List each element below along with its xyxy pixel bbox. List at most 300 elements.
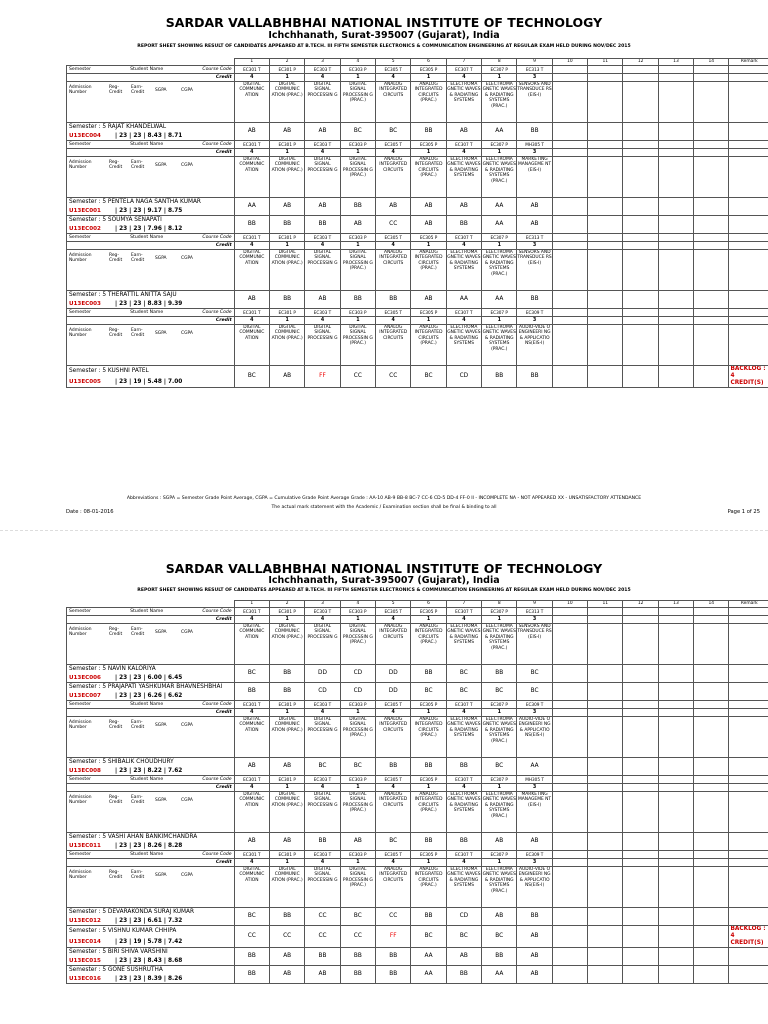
table-row bbox=[67, 242, 768, 250]
course-code: EC301 T bbox=[234, 851, 269, 859]
student-name: BIRI SHIVA VARSHINI bbox=[107, 949, 168, 955]
student-cgpa: 8.75 bbox=[168, 207, 183, 214]
empty-cell bbox=[623, 82, 658, 123]
grade-cell: AA bbox=[482, 291, 517, 309]
sgpa-label: SGPA bbox=[155, 723, 167, 728]
remark-cell bbox=[729, 216, 768, 234]
course-name: ELECTROMA GNETIC WAVES & RADIATING SYSTEMS bbox=[446, 717, 481, 758]
column-number: 7 bbox=[446, 601, 481, 608]
grade-cell: AB bbox=[340, 216, 375, 234]
student-name: GONE SUSHRUTHA bbox=[107, 967, 163, 973]
course-credit: 4 bbox=[234, 149, 269, 157]
table-row bbox=[67, 948, 768, 958]
student-name-label: Student Name bbox=[130, 852, 164, 857]
credit-label: Credit bbox=[215, 243, 232, 248]
course-code: EC303 P bbox=[340, 309, 375, 317]
empty-cell bbox=[694, 908, 729, 926]
course-credit: 4 bbox=[305, 616, 340, 624]
empty-cell bbox=[658, 123, 693, 141]
empty-cell bbox=[658, 908, 693, 926]
page-number: Page 1 of 25 bbox=[727, 509, 760, 515]
cgpa-label: CGPA bbox=[181, 163, 193, 168]
binding-note: The actual mark statement with the Academic / Examination section shall be final & binding to all bbox=[271, 505, 497, 510]
earn-label: Earn- bbox=[131, 253, 143, 258]
empty-cell bbox=[694, 82, 729, 123]
empty-cell bbox=[552, 784, 587, 792]
number-label: Number bbox=[69, 632, 87, 638]
grade-cell: BB bbox=[446, 833, 481, 851]
course-name: ELECTROMA GNETIC WAVES & RADIATING SYSTEMS bbox=[446, 624, 481, 665]
course-name: ANALOG INTEGRATED CIRCUITS bbox=[376, 250, 411, 291]
course-code: EC303 T bbox=[305, 309, 340, 317]
course-code: EC305 T bbox=[376, 234, 411, 242]
empty-cell bbox=[694, 291, 729, 309]
empty-cell bbox=[588, 758, 623, 776]
earn-credit-label: Credit bbox=[131, 800, 145, 806]
grade-cell: BC bbox=[234, 665, 269, 683]
grade-cell: BB bbox=[270, 665, 305, 683]
course-code: EC307 T bbox=[446, 141, 481, 149]
admission-label: Admission bbox=[69, 253, 92, 258]
student-reg: 23 bbox=[119, 842, 128, 849]
course-name: DIGITAL COMMUNIC ATION bbox=[234, 867, 269, 908]
course-credit: 4 bbox=[376, 74, 411, 82]
empty-cell bbox=[552, 948, 587, 966]
column-number: 8 bbox=[482, 59, 517, 66]
grade-cell: AA bbox=[411, 966, 446, 984]
course-code: EC305 P bbox=[411, 66, 446, 74]
course-code: EC307 P bbox=[482, 851, 517, 859]
semester-number: 5 bbox=[102, 217, 107, 223]
reg-label: Reg- bbox=[109, 253, 119, 258]
course-code: EC303 P bbox=[340, 608, 375, 616]
course-credit: 1 bbox=[411, 242, 446, 250]
empty-cell bbox=[552, 867, 587, 908]
grade-cell: AB bbox=[305, 966, 340, 984]
student-semester-cell bbox=[67, 216, 235, 226]
number-label: Number bbox=[69, 725, 87, 731]
grade-cell: CC bbox=[270, 926, 305, 948]
institute-title: SARDAR VALLABHBHAI NATIONAL INSTITUTE OF TECHNOLOGY bbox=[165, 561, 603, 576]
reg-credit-label: Credit bbox=[109, 90, 123, 96]
table-row bbox=[67, 665, 768, 675]
grade-cell: AB bbox=[270, 366, 305, 388]
header-label-cell bbox=[67, 608, 235, 616]
reg-credit-label: Credit bbox=[109, 333, 123, 339]
grade-cell: AB bbox=[305, 198, 340, 216]
course-credit: 4 bbox=[234, 616, 269, 624]
course-code: EC305 T bbox=[376, 701, 411, 709]
grade-cell: AB bbox=[305, 291, 340, 309]
empty-cell bbox=[552, 683, 587, 701]
course-credit: 4 bbox=[376, 784, 411, 792]
course-credit: 1 bbox=[482, 616, 517, 624]
course-code-label: Course Code bbox=[202, 67, 232, 72]
grade-cell: BB bbox=[517, 123, 552, 141]
empty-cell bbox=[588, 234, 623, 242]
semester-number: 5 bbox=[102, 199, 107, 205]
course-credit: 1 bbox=[411, 74, 446, 82]
semester-label: Semester bbox=[69, 235, 91, 240]
grade-cell: BB bbox=[411, 123, 446, 141]
course-credit: 4 bbox=[305, 242, 340, 250]
empty-cell bbox=[552, 309, 587, 317]
header-label-cell bbox=[67, 851, 235, 859]
student-semester-cell bbox=[67, 198, 235, 208]
earn-credit-label: Credit bbox=[131, 165, 145, 171]
grade-cell: CD bbox=[446, 366, 481, 388]
student-cgpa: 8.12 bbox=[168, 225, 183, 232]
grade-cell: AB bbox=[517, 216, 552, 234]
table-row bbox=[67, 123, 768, 133]
student-reg: 23 bbox=[119, 692, 128, 699]
course-name: MARKETING MANAGEME NT (EIS-I) bbox=[517, 792, 552, 833]
course-code: EC305 P bbox=[411, 309, 446, 317]
number-label: Number bbox=[69, 165, 87, 171]
report-title: REPORT SHEET SHOWING RESULT OF CANDIDATES APPEARED AT B.TECH. III FIFTH SEMESTER ELECTRONICS & COMMUNICATION ENGINEERING AT REGULAR EXAM HELD DURING NOV/DEC 2015 bbox=[137, 588, 631, 593]
student-earn: 23 bbox=[133, 692, 142, 699]
course-name: ELECTROMA GNETIC WAVES & RADIATING SYSTEMS bbox=[446, 82, 481, 123]
empty-cell bbox=[694, 157, 729, 198]
semester-label: Semester bbox=[69, 777, 91, 782]
student-name-label: Student Name bbox=[130, 310, 164, 315]
grade-cell: AA bbox=[482, 123, 517, 141]
empty-cell bbox=[729, 82, 768, 123]
header-label-cell bbox=[67, 141, 235, 149]
empty-cell bbox=[623, 948, 658, 966]
column-number: 5 bbox=[376, 59, 411, 66]
course-credit: 1 bbox=[411, 784, 446, 792]
grade-cell: BB bbox=[234, 683, 269, 701]
course-code: EC313 T bbox=[517, 66, 552, 74]
grade-cell: AB bbox=[446, 198, 481, 216]
credit-label-cell bbox=[67, 74, 235, 82]
empty-cell bbox=[623, 74, 658, 82]
empty-cell bbox=[588, 366, 623, 388]
cgpa-label: CGPA bbox=[181, 256, 193, 261]
student-cgpa: 7.00 bbox=[168, 378, 183, 385]
cgpa-label: CGPA bbox=[181, 630, 193, 635]
grade-cell: AB bbox=[482, 908, 517, 926]
table-row bbox=[67, 82, 768, 123]
grade-cell: CD bbox=[446, 908, 481, 926]
grade-cell: BC bbox=[446, 665, 481, 683]
empty-cell bbox=[588, 859, 623, 867]
grade-cell: AA bbox=[234, 198, 269, 216]
grade-cell: BC bbox=[340, 758, 375, 776]
empty-cell bbox=[658, 859, 693, 867]
credit-label-cell bbox=[67, 784, 235, 792]
student-sgpa: 7.96 bbox=[147, 225, 162, 232]
semester-prefix: Semester : bbox=[69, 124, 101, 130]
column-number: 3 bbox=[305, 601, 340, 608]
grade-cell: DD bbox=[305, 665, 340, 683]
empty-cell bbox=[694, 784, 729, 792]
semester-number: 5 bbox=[102, 967, 107, 973]
grade-cell: BB bbox=[376, 758, 411, 776]
empty-cell bbox=[552, 709, 587, 717]
course-code: EC303 T bbox=[305, 141, 340, 149]
student-earn: 23 bbox=[133, 225, 142, 232]
grade-cell: AB bbox=[234, 833, 269, 851]
table-row bbox=[67, 250, 768, 291]
remark-cell bbox=[729, 683, 768, 701]
course-name: DIGITAL COMMUNIC ATION (PRAC.) bbox=[270, 792, 305, 833]
empty-cell bbox=[729, 250, 768, 291]
credit-label-cell bbox=[67, 242, 235, 250]
course-credit: 4 bbox=[446, 149, 481, 157]
grade-cell: BC bbox=[340, 908, 375, 926]
course-credit: 4 bbox=[305, 709, 340, 717]
course-code: EC307 P bbox=[482, 66, 517, 74]
course-credit: 1 bbox=[482, 74, 517, 82]
institute-address: Ichchhanath, Surat-395007 (Gujarat), India bbox=[268, 575, 500, 586]
empty-cell bbox=[694, 234, 729, 242]
course-credit: 4 bbox=[446, 242, 481, 250]
empty-cell bbox=[658, 141, 693, 149]
empty-cell bbox=[694, 216, 729, 234]
course-name: DIGITAL SIGNAL PROCESSIN G (PRAC.) bbox=[340, 250, 375, 291]
credit-label: Credit bbox=[215, 710, 232, 715]
reg-credit-label: Credit bbox=[109, 725, 123, 731]
empty-cell bbox=[658, 82, 693, 123]
empty-cell bbox=[552, 776, 587, 784]
credit-label: Credit bbox=[215, 785, 232, 790]
course-code: EC309 T bbox=[517, 309, 552, 317]
grade-cell: AB bbox=[411, 291, 446, 309]
student-earn: 23 bbox=[133, 957, 142, 964]
course-code: EC303 P bbox=[340, 851, 375, 859]
empty-cell bbox=[694, 325, 729, 366]
course-credit: 1 bbox=[411, 859, 446, 867]
remark-cell: BACKLOG : 4 CREDIT(S) bbox=[729, 366, 768, 388]
empty-cell bbox=[694, 74, 729, 82]
course-code: EC307 P bbox=[482, 309, 517, 317]
empty-cell bbox=[588, 683, 623, 701]
empty-cell bbox=[552, 851, 587, 859]
student-name-label: Student Name bbox=[130, 609, 164, 614]
course-code: EC307 P bbox=[482, 608, 517, 616]
empty-cell bbox=[552, 82, 587, 123]
empty-cell bbox=[552, 624, 587, 665]
course-name: ELECTROMA GNETIC WAVES & RADIATING SYSTEMS bbox=[446, 792, 481, 833]
empty-cell bbox=[588, 792, 623, 833]
table-row bbox=[67, 776, 768, 784]
grade-cell: AB bbox=[270, 198, 305, 216]
admission-label: Admission bbox=[69, 627, 92, 632]
student-semester-cell bbox=[67, 758, 235, 768]
student-sgpa: 8.26 bbox=[147, 842, 162, 849]
course-code: EC303 P bbox=[340, 701, 375, 709]
empty-cell bbox=[658, 74, 693, 82]
cgpa-label: CGPA bbox=[181, 723, 193, 728]
credit-label-cell bbox=[67, 616, 235, 624]
empty-cell bbox=[588, 717, 623, 758]
empty-cell bbox=[623, 123, 658, 141]
student-name-label: Student Name bbox=[130, 142, 164, 147]
grade-cell: AA bbox=[482, 966, 517, 984]
student-cgpa: 8.68 bbox=[168, 957, 183, 964]
grade-cell: BC bbox=[482, 926, 517, 948]
grade-cell: AB bbox=[270, 833, 305, 851]
empty-cell bbox=[694, 758, 729, 776]
table-row bbox=[67, 59, 768, 66]
course-name: AUDIO-VIDE O ENGINEERI NG & APPLICATIO NS(EIS-I) bbox=[517, 325, 552, 366]
column-number: 1 bbox=[234, 601, 269, 608]
course-code: EC303 P bbox=[340, 141, 375, 149]
earn-credit-label: Credit bbox=[131, 90, 145, 96]
grade-cell: BC bbox=[446, 926, 481, 948]
course-name: DIGITAL COMMUNIC ATION bbox=[234, 792, 269, 833]
empty-cell bbox=[658, 608, 693, 616]
student-reg: 23 bbox=[119, 938, 128, 945]
legend-cell bbox=[67, 82, 235, 123]
table-row bbox=[67, 833, 768, 843]
table-row bbox=[67, 198, 768, 208]
grade-cell: BB bbox=[340, 948, 375, 966]
course-name: DIGITAL SIGNAL PROCESSIN G bbox=[305, 624, 340, 665]
course-name: DIGITAL COMMUNIC ATION (PRAC.) bbox=[270, 157, 305, 198]
credit-label-cell bbox=[67, 149, 235, 157]
student-semester-cell bbox=[67, 926, 235, 938]
course-name: DIGITAL COMMUNIC ATION (PRAC.) bbox=[270, 82, 305, 123]
grade-cell: BB bbox=[270, 908, 305, 926]
table-row bbox=[67, 608, 768, 616]
semester-label: Semester bbox=[69, 609, 91, 614]
semester-prefix: Semester : bbox=[69, 909, 101, 915]
grade-cell: BB bbox=[270, 291, 305, 309]
empty-cell bbox=[623, 291, 658, 309]
course-name: DIGITAL SIGNAL PROCESSIN G bbox=[305, 717, 340, 758]
student-cgpa: 7.42 bbox=[168, 938, 183, 945]
grade-cell: BC bbox=[446, 683, 481, 701]
course-code: EC303 T bbox=[305, 776, 340, 784]
grade-cell: BB bbox=[446, 216, 481, 234]
header-label-cell bbox=[67, 776, 235, 784]
admission-number: U13EC001 bbox=[69, 207, 101, 214]
course-credit: 4 bbox=[234, 74, 269, 82]
table-row bbox=[67, 851, 768, 859]
report-date: Date : 08-01-2016 bbox=[66, 509, 114, 515]
empty-cell bbox=[658, 624, 693, 665]
sgpa-label: SGPA bbox=[155, 88, 167, 93]
table-row bbox=[67, 624, 768, 665]
table-row bbox=[67, 792, 768, 833]
grade-cell: AB bbox=[305, 123, 340, 141]
semester-prefix: Semester : bbox=[69, 368, 101, 375]
empty-cell bbox=[552, 608, 587, 616]
table-row bbox=[67, 216, 768, 226]
student-cgpa: 8.26 bbox=[168, 975, 183, 982]
course-name: DIGITAL COMMUNIC ATION (PRAC.) bbox=[270, 250, 305, 291]
earn-credit-label: Credit bbox=[131, 333, 145, 339]
course-code: MH305 T bbox=[517, 141, 552, 149]
semester-prefix: Semester : bbox=[69, 217, 101, 223]
course-credit: 4 bbox=[234, 317, 269, 325]
credit-label: Credit bbox=[215, 75, 232, 80]
empty-cell bbox=[623, 317, 658, 325]
empty-cell bbox=[658, 683, 693, 701]
column-number: 2 bbox=[270, 601, 305, 608]
earn-label: Earn- bbox=[131, 85, 143, 90]
grade-cell: BC bbox=[517, 665, 552, 683]
grade-cell: BB bbox=[234, 966, 269, 984]
result-table bbox=[66, 600, 768, 984]
empty-cell bbox=[552, 123, 587, 141]
grade-cell: BC bbox=[411, 683, 446, 701]
admission-number: U13EC003 bbox=[69, 300, 101, 307]
course-credit: 4 bbox=[376, 709, 411, 717]
course-credit: 4 bbox=[446, 709, 481, 717]
grade-cell: BB bbox=[340, 966, 375, 984]
grade-cell: BB bbox=[340, 291, 375, 309]
student-earn: 23 bbox=[133, 975, 142, 982]
student-result-cell: U13EC007 | 23 | 23 | 6.26 | 6.62 bbox=[67, 692, 235, 701]
course-name: ANALOG INTEGRATED CIRCUITS bbox=[376, 717, 411, 758]
empty-cell bbox=[658, 216, 693, 234]
course-credit: 1 bbox=[270, 616, 305, 624]
student-cgpa: 6.62 bbox=[168, 692, 183, 699]
course-credit: 3 bbox=[517, 242, 552, 250]
semester-prefix: Semester : bbox=[69, 949, 101, 955]
empty-cell bbox=[658, 66, 693, 74]
course-code-label: Course Code bbox=[202, 235, 232, 240]
student-reg: 23 bbox=[119, 957, 128, 964]
table-row bbox=[67, 66, 768, 74]
course-credit: 4 bbox=[446, 317, 481, 325]
student-cgpa: 8.28 bbox=[168, 842, 183, 849]
course-name: DIGITAL COMMUNIC ATION (PRAC.) bbox=[270, 717, 305, 758]
grade-cell: BB bbox=[270, 683, 305, 701]
page-separator bbox=[0, 530, 768, 531]
course-code: EC305 T bbox=[376, 309, 411, 317]
course-code: EC303 T bbox=[305, 234, 340, 242]
course-name: SENSORS AND TRANSDUCE RS (EIS-I) bbox=[517, 250, 552, 291]
column-number: 6 bbox=[411, 59, 446, 66]
student-name-label: Student Name bbox=[130, 702, 164, 707]
remark-header: Remark bbox=[729, 59, 768, 66]
admission-number: U13EC005 bbox=[69, 378, 101, 385]
course-name: DIGITAL COMMUNIC ATION (PRAC.) bbox=[270, 325, 305, 366]
semester-number: 5 bbox=[102, 124, 107, 130]
course-credit: 1 bbox=[482, 317, 517, 325]
course-name: ELECTROMA GNETIC WAVES & RADIATING SYSTEMS (PRAC.) bbox=[482, 325, 517, 366]
course-code: EC301 P bbox=[270, 776, 305, 784]
empty-cell bbox=[552, 926, 587, 948]
student-result-cell: U13EC001 | 23 | 23 | 9.17 | 8.75 bbox=[67, 207, 235, 216]
course-credit: 4 bbox=[305, 784, 340, 792]
student-name: RAJAT KHANDELWAL bbox=[107, 124, 167, 130]
student-result-cell: U13EC004 | 23 | 23 | 8.43 | 8.71 bbox=[67, 132, 235, 141]
empty-cell bbox=[552, 250, 587, 291]
course-credit: 4 bbox=[376, 149, 411, 157]
column-number: 9 bbox=[517, 59, 552, 66]
empty-cell bbox=[694, 149, 729, 157]
course-name: ELECTROMA GNETIC WAVES & RADIATING SYSTEMS (PRAC.) bbox=[482, 867, 517, 908]
grade-cell: AB bbox=[517, 966, 552, 984]
empty-cell bbox=[588, 948, 623, 966]
empty-cell bbox=[658, 317, 693, 325]
empty-cell bbox=[623, 325, 658, 366]
result-table bbox=[66, 58, 768, 388]
student-result-cell: U13EC003 | 23 | 23 | 8.83 | 9.39 bbox=[67, 300, 235, 309]
empty-cell bbox=[552, 366, 587, 388]
course-name: DIGITAL SIGNAL PROCESSIN G bbox=[305, 157, 340, 198]
column-number: 12 bbox=[623, 59, 658, 66]
student-earn: 23 bbox=[133, 917, 142, 924]
grade-cell: BB bbox=[234, 216, 269, 234]
column-number: 10 bbox=[552, 59, 587, 66]
